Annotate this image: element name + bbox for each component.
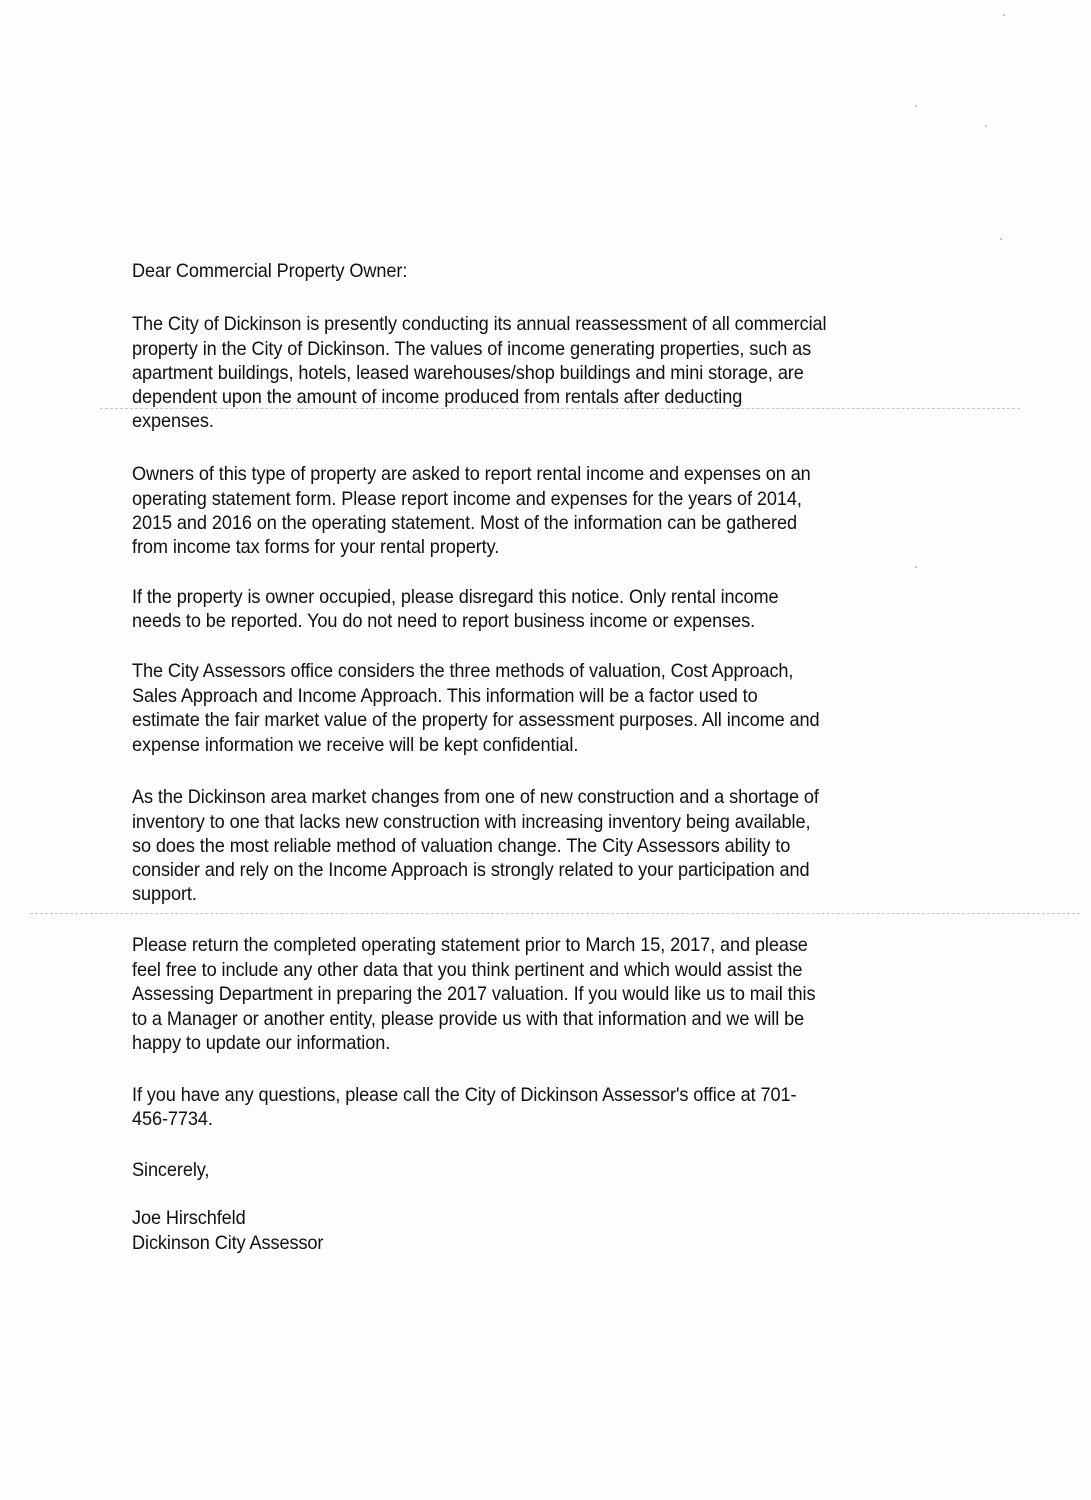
paragraph-2-line: Owners of this type of property are asked to report rental income and expenses on an xyxy=(132,463,811,485)
paragraph-4-line: The City Assessors office considers the three methods of valuation, Cost Approach, xyxy=(132,660,794,682)
paragraph-1-line: apartment buildings, hotels, leased warehouses/shop buildings and mini storage, are xyxy=(132,362,804,384)
paragraph-5-line: so does the most reliable method of valuation change. The City Assessors ability to xyxy=(132,835,791,857)
salutation: Dear Commercial Property Owner: xyxy=(132,260,408,282)
paragraph-6-line: Please return the completed operating statement prior to March 15, 2017, and please xyxy=(132,934,808,956)
scan-speck xyxy=(915,566,917,568)
paragraph-1-line: expenses. xyxy=(132,410,214,432)
scan-artifact-line xyxy=(30,913,1080,914)
signer-name: Joe Hirschfeld xyxy=(132,1207,246,1229)
paragraph-7-line: If you have any questions, please call the City of Dickinson Assessor's office at 701- xyxy=(132,1084,797,1106)
paragraph-5-line: inventory to one that lacks new construction with increasing inventory being available, xyxy=(132,811,811,833)
paragraph-4-line: estimate the fair market value of the property for assessment purposes. All income and xyxy=(132,709,820,731)
paragraph-3-line: needs to be reported. You do not need to report business income or expenses. xyxy=(132,610,756,632)
paragraph-1-line: property in the City of Dickinson. The values of income generating properties, such as xyxy=(132,338,812,360)
scan-speck xyxy=(1000,238,1002,240)
scan-speck xyxy=(985,125,987,127)
paragraph-6-line: happy to update our information. xyxy=(132,1032,391,1054)
paragraph-6-line: feel free to include any other data that you think pertinent and which would assist the xyxy=(132,959,803,981)
paragraph-7-line: 456-7734. xyxy=(132,1108,213,1130)
paragraph-2-line: operating statement form. Please report income and expenses for the years of 2014, xyxy=(132,488,802,510)
paragraph-6-line: to a Manager or another entity, please provide us with that information and we will be xyxy=(132,1008,805,1030)
paragraph-5-line: As the Dickinson area market changes from one of new construction and a shortage of xyxy=(132,786,819,808)
paragraph-1-line: The City of Dickinson is presently conducting its annual reassessment of all commercial xyxy=(132,313,827,335)
paragraph-1-line: dependent upon the amount of income produced from rentals after deducting xyxy=(132,386,743,408)
paragraph-6-line: Assessing Department in preparing the 2017 valuation. If you would like us to mail this xyxy=(132,983,816,1005)
paragraph-4-line: expense information we receive will be kept confidential. xyxy=(132,734,579,756)
signer-title: Dickinson City Assessor xyxy=(132,1232,324,1254)
paragraph-2-line: 2015 and 2016 on the operating statement. Most of the information can be gathered xyxy=(132,512,797,534)
paragraph-5-line: consider and rely on the Income Approach is strongly related to your participation and xyxy=(132,859,810,881)
paragraph-2-line: from income tax forms for your rental property. xyxy=(132,536,500,558)
paragraph-4-line: Sales Approach and Income Approach. This information will be a factor used to xyxy=(132,685,758,707)
closing: Sincerely, xyxy=(132,1159,210,1181)
scan-speck xyxy=(915,105,917,107)
scan-speck xyxy=(1003,14,1005,16)
paragraph-3-line: If the property is owner occupied, please disregard this notice. Only rental income xyxy=(132,586,779,608)
paragraph-5-line: support. xyxy=(132,883,197,905)
